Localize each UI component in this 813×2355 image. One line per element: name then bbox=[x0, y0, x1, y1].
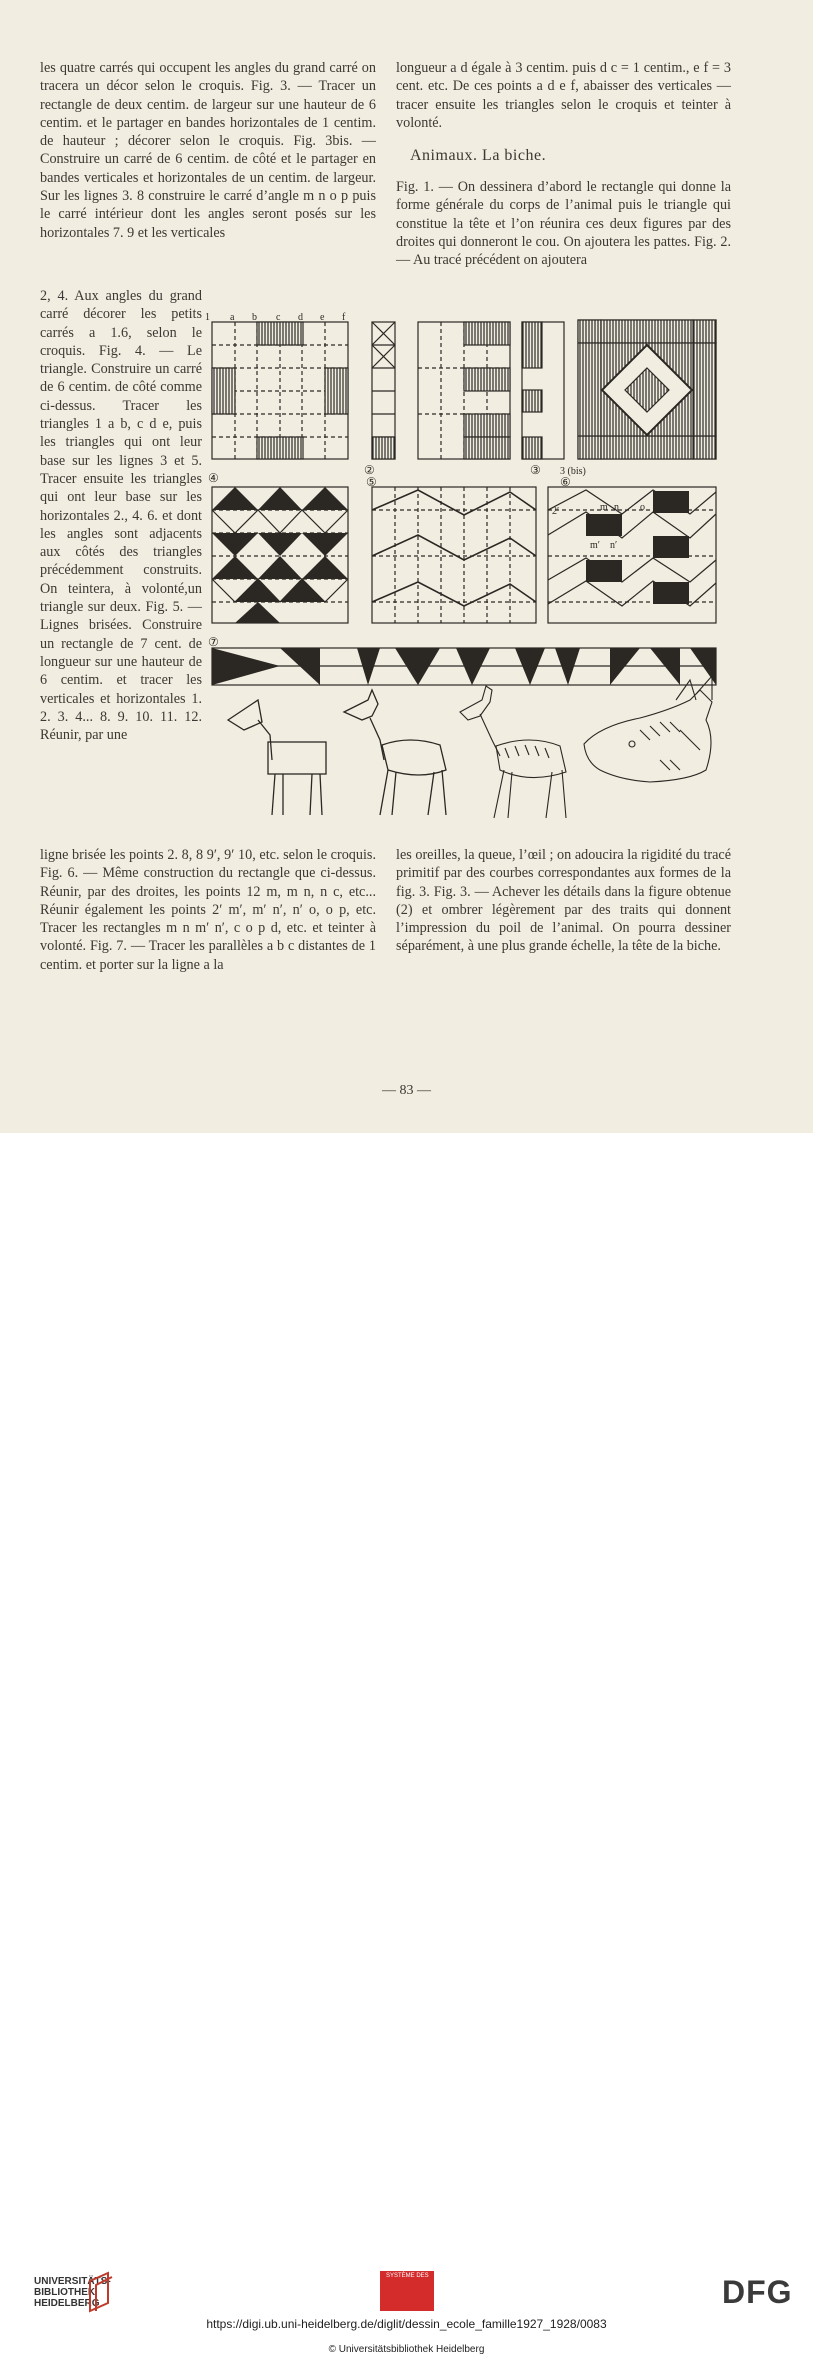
figure-losange bbox=[578, 320, 716, 459]
figure-bande-verticale bbox=[372, 322, 395, 459]
digitization-logo-text: SYSTÈME DES bbox=[386, 2273, 429, 2279]
fig7-label: ⑦ bbox=[208, 635, 219, 649]
source-url[interactable]: https://digi.ub.uni-heidelberg.de/diglit/dessin_ecole_famille1927_1928/0083 bbox=[206, 2317, 607, 2331]
figure-bande-hachuree bbox=[522, 322, 564, 459]
copyright: © Universitätsbibliothek Heidelberg bbox=[328, 2344, 485, 2355]
right-column-top-text: longueur a d égale à 3 centim. puis d c = 1 centim., e f = 3 cent. etc. De ces points a d e f, abaisser des verticales — tracer ensuite les triangles selon le croquis et teinter à volonté. bbox=[396, 60, 731, 131]
fig6-mark-n: n bbox=[614, 502, 619, 513]
footer-bar bbox=[0, 1133, 813, 2355]
fig3bis-label: 3 (bis) bbox=[560, 466, 586, 477]
fig3-label-f: f bbox=[342, 312, 346, 323]
figure-lignes-brisees bbox=[372, 487, 536, 623]
library-name: UNIVERSITÄTS- BIBLIOTHEK HEIDELBERG bbox=[34, 2276, 111, 2309]
fig6-mark-o: o bbox=[640, 502, 645, 513]
fig6-mark-n-prime: n′ bbox=[610, 540, 618, 551]
library-logo-icon bbox=[86, 2271, 116, 2313]
fig6-label: ⑥ bbox=[560, 475, 571, 489]
biche-figure-3 bbox=[460, 686, 566, 818]
fig3-label-b: b bbox=[252, 312, 257, 323]
figure-rectangles-alternes bbox=[548, 487, 716, 623]
scanned-page bbox=[0, 0, 813, 1133]
fig3-label-1: 1 bbox=[205, 312, 210, 323]
fig6-mark-m-prime: m′ bbox=[590, 540, 600, 551]
fig6-mark-m: m bbox=[600, 502, 608, 513]
fig5-label: ⑤ bbox=[366, 475, 377, 489]
digitization-logo bbox=[380, 2271, 434, 2311]
figure-triangles bbox=[212, 487, 348, 623]
biche-figure-2 bbox=[344, 690, 446, 815]
fig2-label: ② bbox=[364, 463, 375, 477]
biche-figure-1 bbox=[228, 700, 326, 815]
figures-illustration bbox=[0, 0, 813, 1133]
fig3-label-a: a bbox=[230, 312, 235, 323]
fig3-label-c: c bbox=[276, 312, 281, 323]
fig6-mark-2-prime: 2′ bbox=[552, 506, 560, 517]
right-column-mid-text: Fig. 1. — On dessinera d’abord le rectangle qui donne la forme générale du corps de l’animal puis le triangle qui constitue la tête et l’on réunira ces deux figures par des droites qui donneront le cou. On ajoutera les pattes. Fig. 2. — Au tracé précédent on ajoutera bbox=[396, 179, 731, 269]
left-column-narrow-text: 2, 4. Aux angles du grand carré décorer les petits carrés a 1.6, selon le croquis. Fig. 4. — Le triangle. Construire un carré de 6 centim. de côté comme ci-dessus. Tracer les triangles 1 a b, c d e, puis les triangles qui ont leur base sur les lignes 3 et 5. Tracer ensuite les triangles qui ont leur base sur les horizontales 2., 4. 6. et dont les angles sont adjacents aux côtés des triangles précédemment construits. On teintera, à volonté,un triangle sur deux. Fig. 5. — Lignes brisées. Construire un rectangle de 7 cent. de longueur sur une hauteur de 6 centim. et tracer les verticales et horizontales 1. 2. 3. 4... 8. 9. 10. 11. 12. Réunir, par une bbox=[40, 288, 202, 744]
dfg-logo: DFG bbox=[722, 2274, 793, 2310]
figure-bande-triangles bbox=[212, 648, 716, 685]
left-column-bottom-text: ligne brisée les points 2. 8, 8 9′, 9′ 10, etc. selon le croquis. Fig. 6. — Même construction du rectangle que ci-dessus. Réunir, par des droites, les points 12 m, m n, n c, etc... Réunir également les points 2′ m′, m′ n′, n′ o, o p, etc. Tracer les rectangles m n m′ n′, c o p d, etc. et teinter à volonté. Fig. 7. — Tracer les parallèles a b c distantes de 1 centim. et porter sur la ligne a la bbox=[40, 847, 376, 973]
right-column-bottom-text: les oreilles, la queue, l’œil ; on adoucira la rigidité du tracé primitif par des courbes correspondantes aux formes de la fig. 3. Fig. 3. — Achever les détails dans la figure obtenue (2) et ombrer légèrement par des traits qui donnent l’impression du poil de l’animal. On pourra dessiner séparément, à une plus grande échelle, la tête de la biche. bbox=[396, 847, 731, 955]
fig3-label-d: d bbox=[298, 312, 303, 323]
fig4-label: ④ bbox=[208, 471, 219, 485]
figure-carre-decor bbox=[418, 322, 510, 459]
fig3-label-e: e bbox=[320, 312, 325, 323]
section-heading: Animaux. La biche. bbox=[410, 147, 547, 164]
fig3b-label: ③ bbox=[530, 463, 541, 477]
biche-tete bbox=[584, 676, 712, 782]
page-number: — 83 — bbox=[382, 1083, 431, 1098]
figure-carres-angles bbox=[212, 322, 348, 459]
left-column-top-text: les quatre carrés qui occupent les angles du grand carré on tracera un décor selon le croquis. Fig. 3. — Tracer un rectangle de deux centim. de largeur sur une hauteur de 6 centim. et le partager en bandes horizontales de 1 centim. de hauteur ; décorer selon le croquis. Fig. 3bis. — Construire un carré de 6 centim. de côté et le partager en bandes verticales et horizontales de un centim. de largeur. Sur les lignes 3. 8 construire le carré d’angle m n o p puis le carré intérieur dont les angles seront posés sur les horizontales 7. 9 et les verticales bbox=[40, 60, 376, 241]
